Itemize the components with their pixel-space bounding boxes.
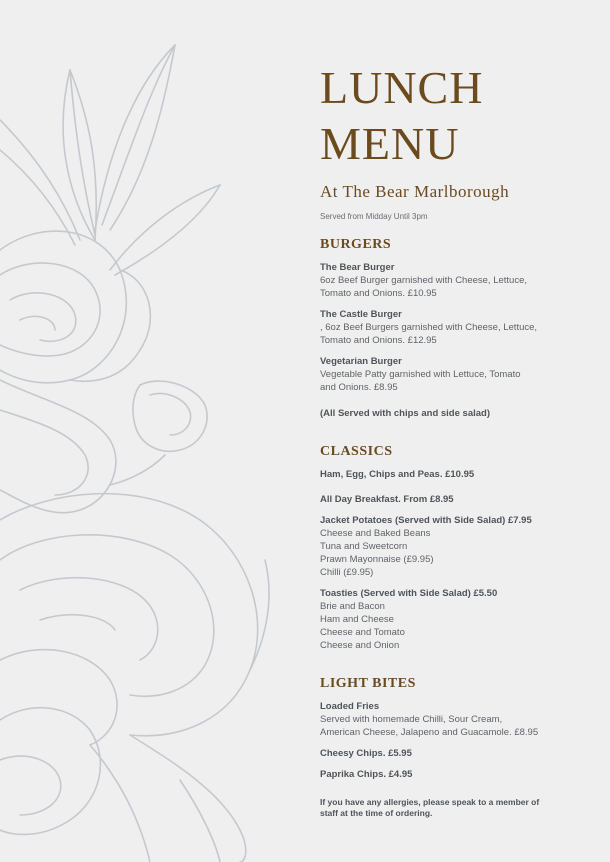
light-bites-section: [320, 676, 590, 781]
burgers-heading: BURGERS: [320, 237, 392, 252]
option-line: Cheese and Onion: [320, 640, 400, 651]
option-line: Chilli (£9.95): [320, 567, 374, 578]
item-name: The Castle Burger: [320, 309, 402, 320]
restaurant-subtitle: At The Bear Marlborough: [320, 182, 510, 201]
serving-hours: Served from Midday Until 3pm: [320, 212, 428, 221]
menu-title: [320, 60, 590, 172]
item-description: Vegetable Patty garnished with Lettuce, Tomato: [320, 369, 521, 380]
item-description: 6oz Beef Burger garnished with Cheese, Lettuce,: [320, 275, 528, 286]
option-line: Brie and Bacon: [320, 601, 385, 612]
item-name: The Bear Burger: [320, 262, 395, 273]
allergy-note: [320, 797, 590, 819]
classics-heading: CLASSICS: [320, 444, 393, 459]
menu-item-loaded-fries: [320, 700, 590, 739]
allergy-note-line: staff at the time of ordering.: [320, 808, 433, 818]
item-name: Loaded Fries: [320, 701, 380, 712]
item-description: , 6oz Beef Burgers garnished with Cheese, Lettuce,: [320, 322, 538, 333]
item-paprika-chips: Paprika Chips. £4.95: [320, 769, 413, 780]
option-line: Prawn Mayonnaise (£9.95): [320, 554, 434, 565]
item-name: Toasties (Served with Side Salad) £5.50: [320, 588, 498, 599]
item-name: Jacket Potatoes (Served with Side Salad) £7.95: [320, 515, 532, 526]
option-line: Cheese and Tomato: [320, 627, 405, 638]
menu-item-jacket-potatoes: [320, 514, 590, 579]
item-description: Served with homemade Chilli, Sour Cream,: [320, 714, 503, 725]
option-line: Ham and Cheese: [320, 614, 394, 625]
classics-section: [320, 444, 590, 652]
floral-illustration: [0, 0, 300, 862]
item-name: Vegetarian Burger: [320, 356, 402, 367]
title-line-2: MENU: [320, 118, 460, 169]
item-description: Tomato and Onions. £10.95: [320, 288, 437, 299]
item-description: Tomato and Onions. £12.95: [320, 335, 437, 346]
light-bites-heading: LIGHT BITES: [320, 676, 416, 691]
burgers-section: [320, 237, 590, 420]
title-line-1: LUNCH: [320, 62, 484, 113]
allergy-note-line: If you have any allergies, please speak to a member of: [320, 797, 540, 807]
item-ham-egg: Ham, Egg, Chips and Peas. £10.95: [320, 469, 475, 480]
burgers-note: (All Served with chips and side salad): [320, 408, 490, 419]
item-description: and Onions. £8.95: [320, 382, 398, 393]
option-line: Tuna and Sweetcorn: [320, 541, 408, 552]
menu-item: [320, 355, 590, 394]
menu-item: [320, 308, 590, 347]
item-cheesy-chips: Cheesy Chips. £5.95: [320, 748, 412, 759]
menu-item: [320, 261, 590, 300]
menu-item-toasties: [320, 587, 590, 652]
option-line: Cheese and Baked Beans: [320, 528, 431, 539]
item-all-day-breakfast: All Day Breakfast. From £8.95: [320, 494, 454, 505]
menu-content: [320, 60, 590, 819]
item-description: American Cheese, Jalapeno and Guacamole. £8.95: [320, 727, 539, 738]
